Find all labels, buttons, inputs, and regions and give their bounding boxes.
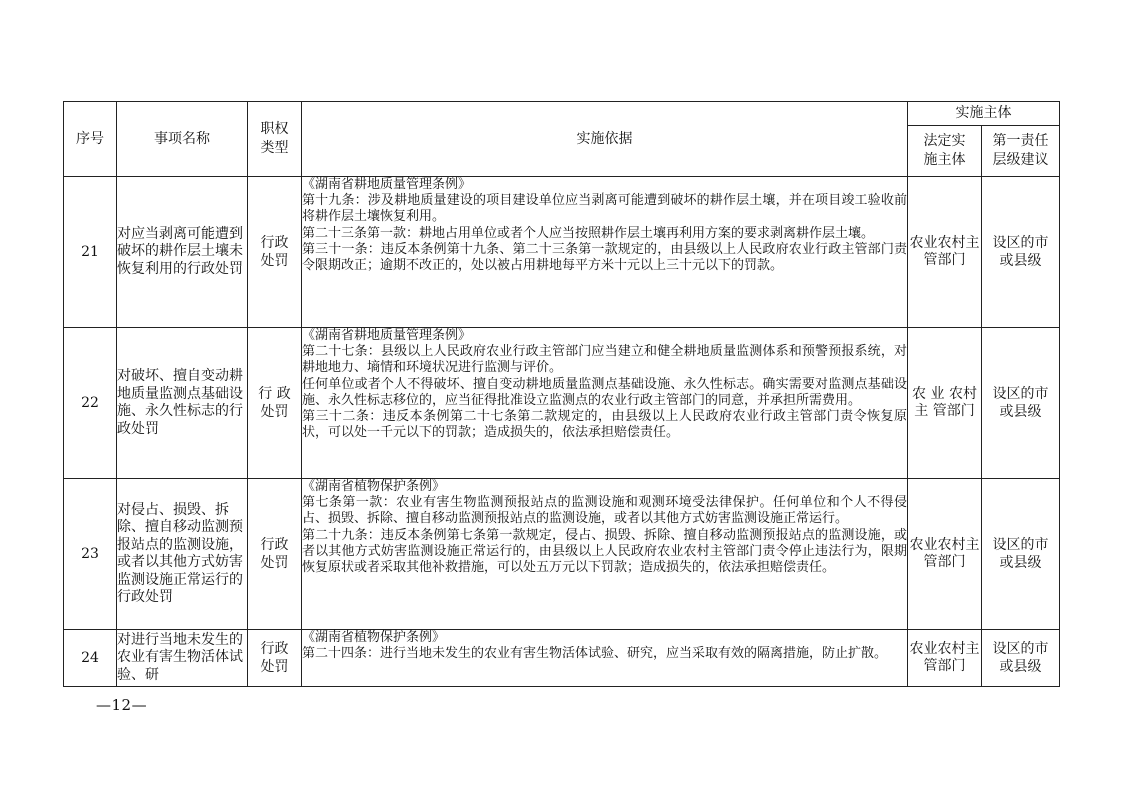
row-seq: 24 [64,630,117,687]
row-level [982,328,1060,479]
row-body: 农业农村主管部门 [908,479,982,630]
row-name: 对破坏、擅自变动耕地质量监测点基础设施、永久性标志的行政处罚 [117,328,248,479]
basis-line: 《湖南省耕地质量管理条例》 [302,328,472,343]
row-body: 农业农村主管部门 [908,630,982,687]
permissions-table [63,101,1060,687]
row-seq: 22 [64,328,117,479]
row-type-label: 行政处罚 [260,235,289,269]
row-level-label: 设区的市或县级 [992,235,1049,269]
row-level [982,177,1060,328]
row-type [248,328,302,479]
row-type-label: 行 政处罚 [258,386,291,420]
header-seq: 序号 [64,102,117,177]
row-type [248,479,302,630]
row-basis [302,328,908,479]
table-row [64,630,1060,687]
row-type-label: 行政处罚 [260,641,289,675]
row-type [248,177,302,328]
header-body-group: 实施主体 [908,102,1060,126]
header-name: 事项名称 [117,102,248,177]
basis-line: 第七条第一款：农业有害生物监测预报站点的监测设施和观测环境受法律保护。任何单位和个人不得侵占、损毁、拆除、擅自移动监测预报站点的监测设施，或者以其他方式妨害监测设施正常运行。 [302,495,907,527]
row-type [248,630,302,687]
header-level [982,126,1060,177]
row-basis [302,177,908,328]
basis-line: 第三十二条：违反本条例第二十七条第二款规定的，由县级以上人民政府农业行政主管部门责令恢复原状，可以处一千元以下的罚款；造成损失的，依法承担赔偿责任。 [302,409,907,441]
row-name: 对进行当地未发生的农业有害生物活体试验、研 [117,630,248,687]
table-row [64,479,1060,630]
row-body: 农业农村主管部门 [908,177,982,328]
header-type [248,102,302,177]
row-basis [302,479,908,630]
row-level-label: 设区的市或县级 [992,386,1049,420]
basis-line: 《湖南省植物保护条例》 [302,479,446,494]
page-number: —12— [96,696,148,714]
row-basis [302,630,908,687]
basis-line: 任何单位或者个人不得破坏、擅自变动耕地质量监测点基础设施、永久性标志。确实需要对监测点基础设施、永久性标志移位的，应当征得批准设立监测点的农业行政主管部门的同意，并承担所需费用。 [302,376,907,408]
basis-line: 《湖南省耕地质量管理条例》 [302,177,472,192]
basis-line: 《湖南省植物保护条例》 [302,630,446,645]
header-body-legal-label: 法定实施主体 [923,133,966,168]
header-type-label: 职权类型 [260,121,289,156]
basis-line: 第二十七条：县级以上人民政府农业行政主管部门应当建立和健全耕地质量监测体系和预警预报系统，对耕地地力、墒情和环境状况进行监测与评价。 [302,344,907,376]
basis-line: 第二十三条第一款：耕地占用单位或者个人应当按照耕作层土壤再利用方案的要求剥离耕作层土壤。 [302,225,875,241]
basis-line: 第十九条：涉及耕地质量建设的项目建设单位应当剥离可能遭到破坏的耕作层土壤，并在项目竣工验收前将耕作层土壤恢复利用。 [302,193,907,225]
header-level-label: 第一责任层级建议 [992,133,1049,168]
basis-line: 第二十九条：违反本条例第七条第一款规定，侵占、损毁、拆除、擅自移动监测预报站点的监测设施，或者以其他方式妨害监测设施正常运行的，由县级以上人民政府农业农村主管部门责令停止违法行为，限期恢复原状或者采取其他补救措施，可以处五万元以下罚款；造成损失的，依法承担赔偿责任。 [302,527,907,576]
basis-line: 第三十一条：违反本条例第十九条、第二十三条第一款规定的，由县级以上人民政府农业行政主管部门责令限期改正；逾期不改正的，处以被占用耕地每平方米十元以上三十元以下的罚款。 [302,241,907,274]
header-body-legal [908,126,982,177]
table-row [64,177,1060,328]
row-level-label: 设区的市或县级 [992,537,1049,571]
header-basis: 实施依据 [302,102,908,177]
row-seq: 21 [64,177,117,328]
basis-line: 第二十四条：进行当地未发生的农业有害生物活体试验、研究，应当采取有效的隔离措施，防止扩散。 [302,646,888,662]
row-level [982,479,1060,630]
table-row [64,328,1060,479]
row-name: 对应当剥离可能遭到破坏的耕作层土壤未恢复利用的行政处罚 [117,177,248,328]
row-level [982,630,1060,687]
row-level-label: 设区的市或县级 [992,641,1049,675]
row-type-label: 行政处罚 [260,537,289,571]
row-body: 农 业 农村 主 管部门 [908,328,982,479]
row-name: 对侵占、损毁、拆除、擅自移动监测预报站点的监测设施，或者以其他方式妨害监测设施正常运行的行政处罚 [117,479,248,630]
row-seq: 23 [64,479,117,630]
